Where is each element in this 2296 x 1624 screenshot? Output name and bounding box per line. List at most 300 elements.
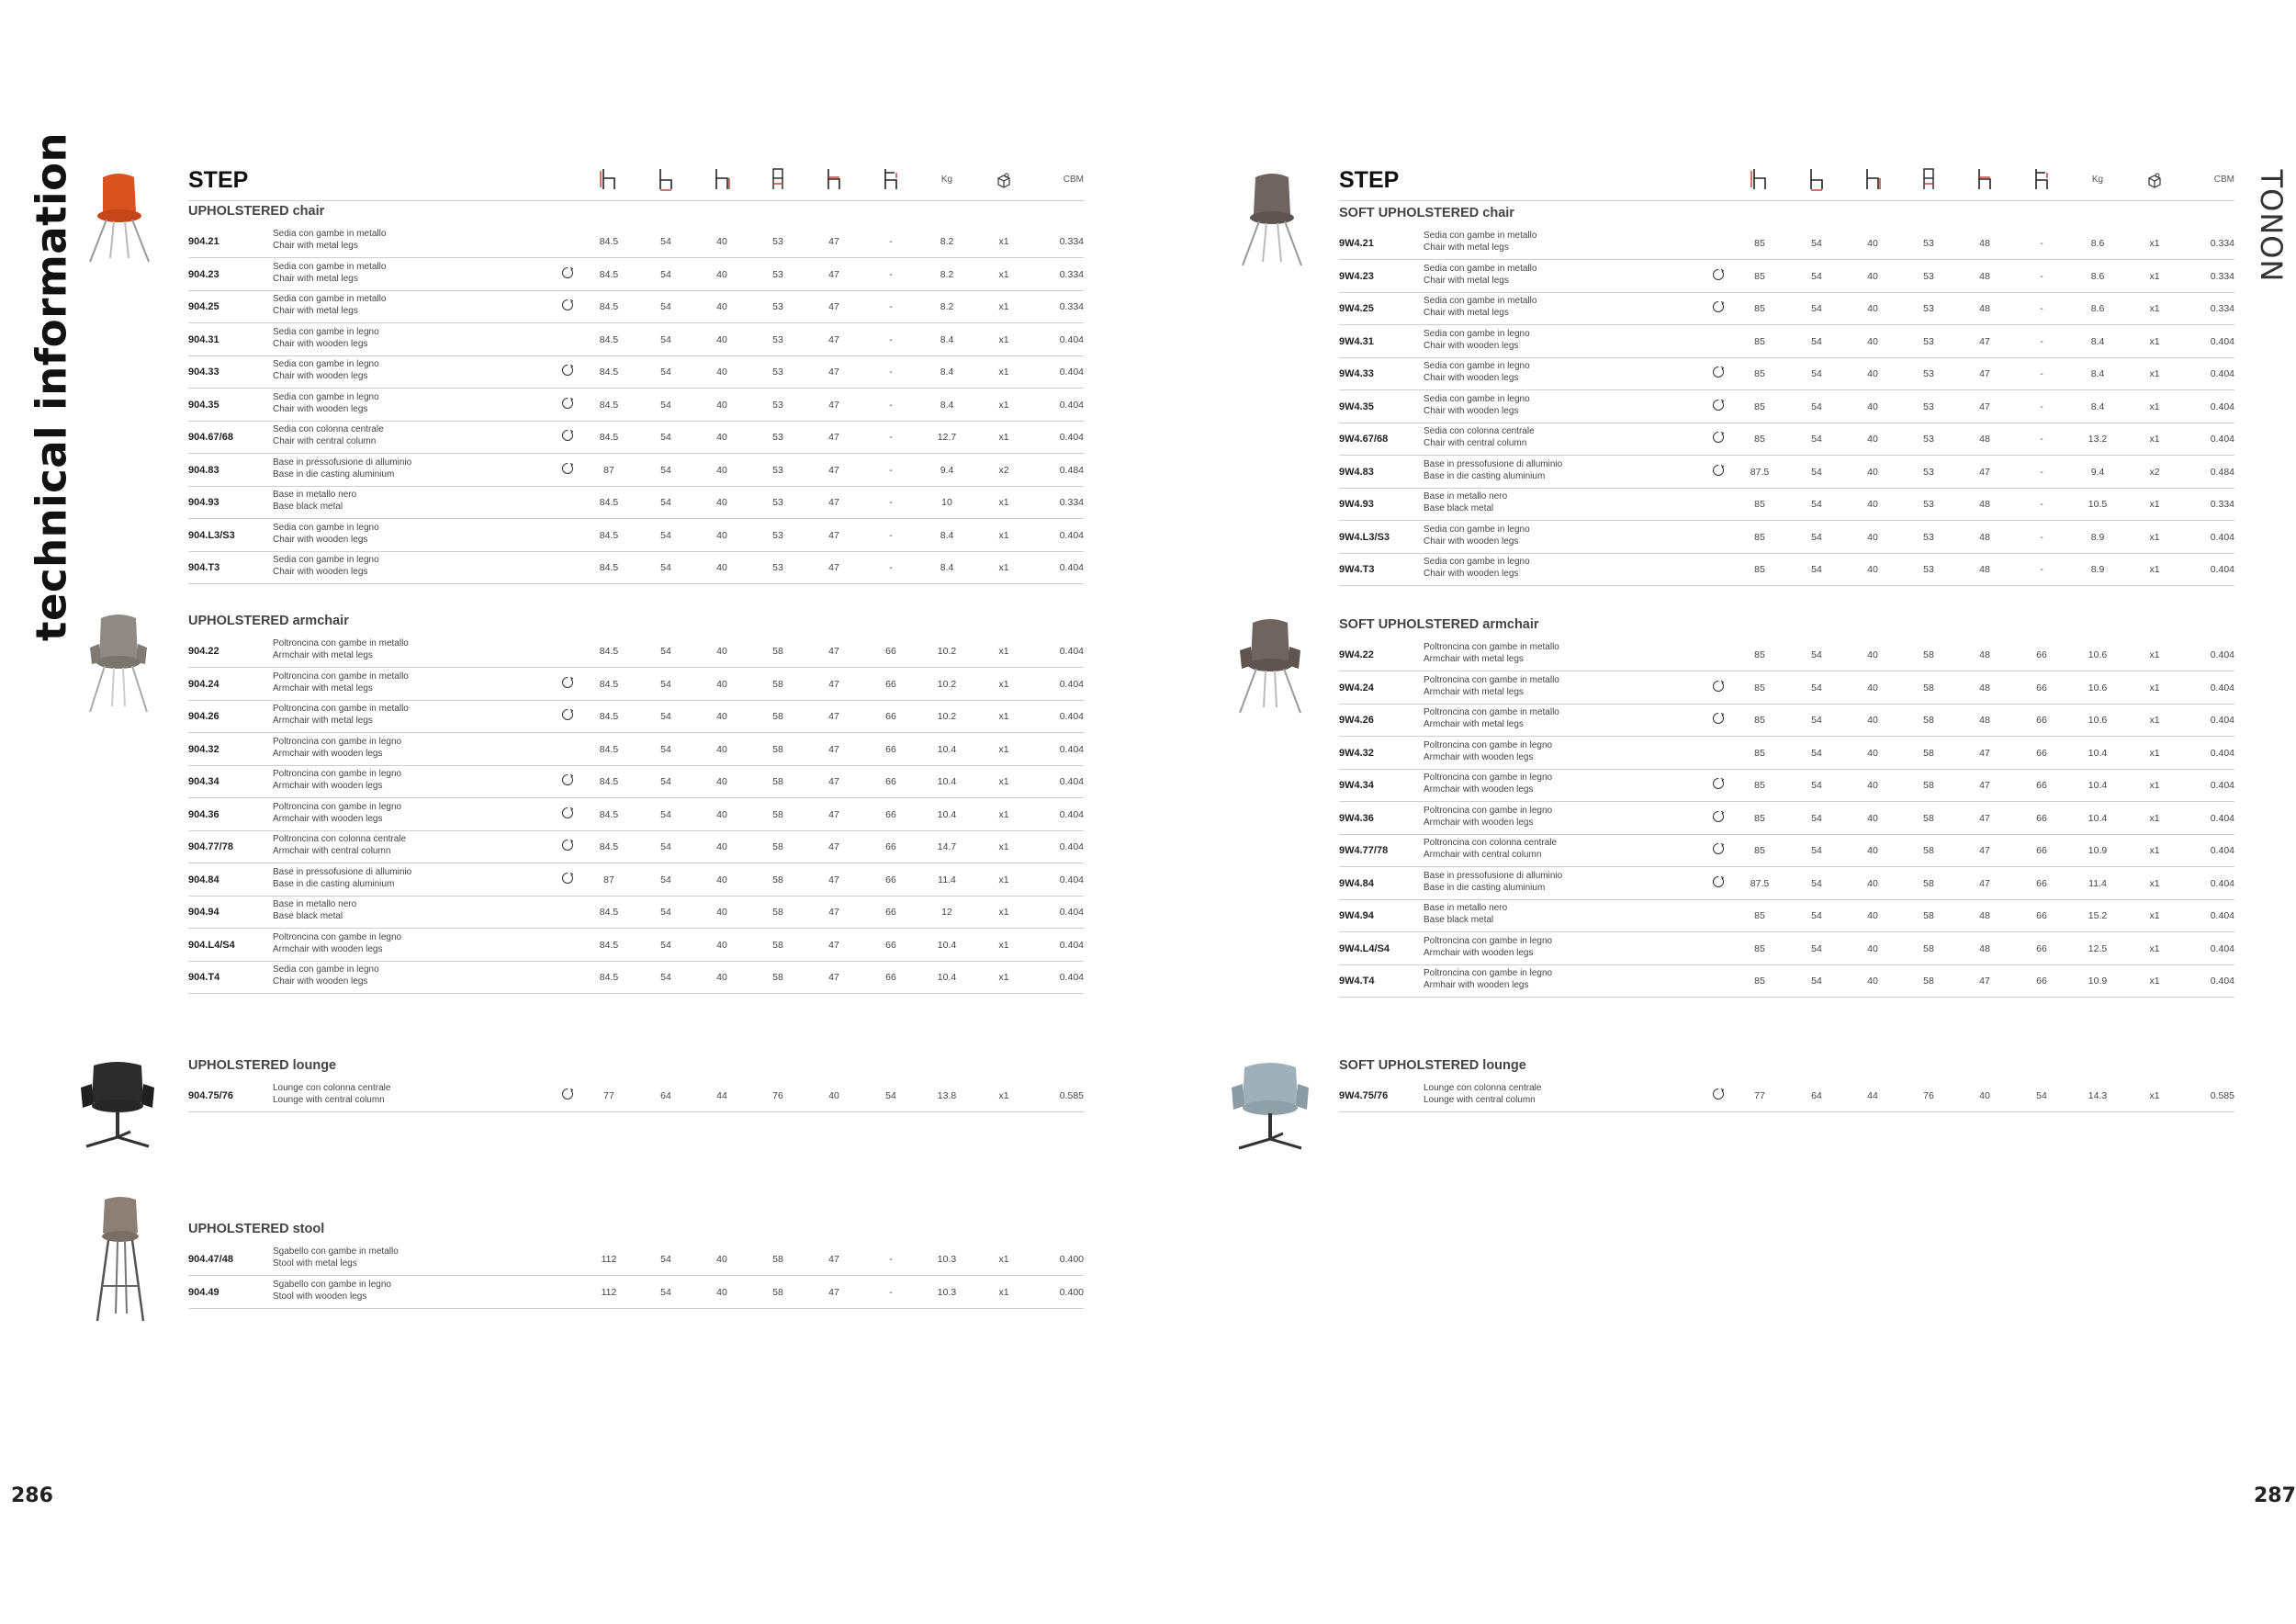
dimension-w: 54 <box>660 907 671 918</box>
description-english: Base black metal <box>1424 503 1494 513</box>
swivel-icon <box>1712 268 1725 281</box>
dimension-h: 85 <box>1754 845 1765 856</box>
product-code: 904.94 <box>188 907 219 918</box>
dimension-sw: 47 <box>828 841 839 852</box>
product-description <box>1424 556 1530 580</box>
dimension-sh: 40 <box>716 678 727 690</box>
dimension-ah: 66 <box>2036 649 2047 660</box>
table-row <box>188 829 1084 863</box>
dimension-sh: 40 <box>1867 368 1878 379</box>
dimension-sh: 40 <box>1867 335 1878 347</box>
left-page-table <box>188 0 1107 1624</box>
dimension-sh: 40 <box>716 907 727 918</box>
product-code: 904.84 <box>188 874 219 885</box>
description-italian: Sedia con gambe in metallo <box>1424 296 1537 306</box>
product-code: 9W4.32 <box>1339 747 1374 759</box>
dimension-ah: 66 <box>2036 715 2047 726</box>
description-italian: Sedia con gambe in legno <box>273 326 379 337</box>
cbm-value: 0.404 <box>2210 747 2234 759</box>
description-english: Chair with metal legs <box>1424 242 1509 253</box>
description-italian: Sedia con gambe in legno <box>273 964 379 975</box>
pieces-per-pack: x1 <box>2149 812 2160 824</box>
dimension-sw: 47 <box>1979 368 1990 379</box>
swivel-icon <box>561 839 574 851</box>
dimension-w: 54 <box>660 939 671 951</box>
product-code: 9W4.75/76 <box>1339 1090 1389 1101</box>
product-description <box>273 423 384 447</box>
table-row <box>1339 671 2234 705</box>
section-title: SOFT UPHOLSTERED armchair <box>1339 617 1539 632</box>
cbm-value: 0.404 <box>2210 812 2234 824</box>
cbm-value: 0.404 <box>1059 399 1084 411</box>
dimension-w: 54 <box>1811 564 1822 575</box>
dimension-sw: 48 <box>1979 238 1990 249</box>
table-row <box>1339 356 2234 390</box>
dimension-w: 54 <box>660 333 671 345</box>
dimension-ah: 66 <box>885 743 896 755</box>
dimension-sw: 47 <box>1979 780 1990 791</box>
description-italian: Poltroncina con gambe in legno <box>273 736 402 747</box>
dimension-sh: 40 <box>1867 682 1878 694</box>
product-description <box>273 671 409 694</box>
dimension-sh: 40 <box>1867 400 1878 412</box>
dimension-sd: 53 <box>772 301 783 312</box>
dimension-sd: 53 <box>772 497 783 508</box>
dimension-ah: - <box>889 301 893 312</box>
cbm-value: 0.334 <box>2210 270 2234 282</box>
dimension-ah: 66 <box>885 808 896 820</box>
product-description <box>273 326 379 350</box>
pieces-per-pack: x1 <box>2149 564 2160 575</box>
cbm-value: 0.404 <box>1059 678 1084 690</box>
weight-kg: 10.4 <box>2088 747 2108 759</box>
table-row <box>1339 226 2234 260</box>
weight-kg: 8.4 <box>940 367 954 378</box>
dimension-sd: 53 <box>1923 564 1934 575</box>
table-row <box>188 863 1084 897</box>
pieces-per-pack: x1 <box>2149 303 2160 314</box>
dimension-sw: 48 <box>1979 499 1990 510</box>
dimension-w: 54 <box>1811 910 1822 921</box>
swivel-icon <box>1712 777 1725 790</box>
product-code: 9W4.94 <box>1339 910 1374 921</box>
product-code: 9W4.35 <box>1339 400 1374 412</box>
dimension-ah: - <box>889 464 893 476</box>
weight-kg: 10.3 <box>937 1286 957 1298</box>
dimension-w: 54 <box>660 711 671 722</box>
section-title: UPHOLSTERED lounge <box>188 1058 337 1073</box>
dimension-w: 54 <box>1811 649 1822 660</box>
description-italian: Sgabello con gambe in metallo <box>273 1246 399 1257</box>
product-code: 9W4.34 <box>1339 780 1374 791</box>
dimension-w: 54 <box>1811 747 1822 759</box>
product-code: 904.93 <box>188 497 219 508</box>
description-english: Armchair with wooden legs <box>1424 784 1534 795</box>
product-code: 904.67/68 <box>188 432 233 443</box>
product-description <box>273 637 409 661</box>
dimension-sw: 47 <box>828 497 839 508</box>
weight-kg: 10.6 <box>2088 649 2108 660</box>
description-english: Armchair with wooden legs <box>273 748 383 759</box>
dimension-ah: 66 <box>885 841 896 852</box>
dimension-h: 84.5 <box>599 367 619 378</box>
weight-kg: 10.4 <box>2088 812 2108 824</box>
dimension-sd: 58 <box>772 841 783 852</box>
dimension-sw: 47 <box>828 646 839 657</box>
dimension-w: 54 <box>660 1286 671 1298</box>
description-english: Base in die casting aluminium <box>1424 470 1546 481</box>
dimension-h: 77 <box>1754 1090 1765 1101</box>
description-italian: Poltroncina con colonna centrale <box>1424 838 1558 848</box>
cbm-value: 0.404 <box>1059 562 1084 573</box>
product-description <box>273 554 379 578</box>
dimension-sd: 53 <box>772 562 783 573</box>
product-code: 9W4.84 <box>1339 877 1374 889</box>
dimension-sd: 53 <box>772 529 783 541</box>
seat-width-icon <box>825 167 843 193</box>
table-row <box>188 634 1084 668</box>
dimension-h: 84.5 <box>599 939 619 951</box>
description-italian: Poltroncina con gambe in legno <box>273 931 402 942</box>
depth-icon <box>657 167 675 193</box>
description-english: Armchair with central column <box>273 846 391 856</box>
pieces-per-pack: x1 <box>2149 400 2160 412</box>
dimension-sw: 48 <box>1979 303 1990 314</box>
weight-kg: 8.4 <box>940 529 954 541</box>
dimension-h: 85 <box>1754 564 1765 575</box>
description-english: Stool with metal legs <box>273 1258 357 1269</box>
product-code: 904.T4 <box>188 972 220 983</box>
swivel-icon <box>561 397 574 410</box>
product-description <box>1424 295 1536 319</box>
cbm-value: 0.404 <box>1059 529 1084 541</box>
dimension-ah: - <box>2040 434 2043 445</box>
weight-kg: 10.9 <box>2088 845 2108 856</box>
cbm-value: 0.404 <box>1059 333 1084 345</box>
dimension-ah: - <box>2040 564 2043 575</box>
description-italian: Poltroncina con colonna centrale <box>273 834 407 844</box>
dimension-sd: 58 <box>772 808 783 820</box>
pieces-per-pack: x1 <box>2149 499 2160 510</box>
dimension-sw: 48 <box>1979 531 1990 543</box>
weight-kg: 8.4 <box>940 333 954 345</box>
dimension-ah: - <box>2040 303 2043 314</box>
description-italian: Poltroncina con gambe in metallo <box>273 638 409 648</box>
description-english: Lounge with central column <box>1424 1095 1536 1105</box>
dimension-sd: 53 <box>772 464 783 476</box>
dimension-ah: 66 <box>2036 812 2047 824</box>
product-description <box>273 457 411 480</box>
description-english: Armhair with wooden legs <box>1424 980 1529 990</box>
dimension-sd: 58 <box>772 939 783 951</box>
dimension-h: 85 <box>1754 499 1765 510</box>
product-photo-chair <box>83 170 156 266</box>
swivel-icon <box>1712 399 1725 412</box>
dimension-sd: 53 <box>1923 368 1934 379</box>
dimension-h: 84.5 <box>599 808 619 820</box>
dimension-sh: 40 <box>716 972 727 983</box>
dimension-w: 54 <box>660 972 671 983</box>
dimension-sw: 47 <box>828 1286 839 1298</box>
product-code: 904.49 <box>188 1286 219 1298</box>
table-row <box>188 257 1084 291</box>
cbm-value: 0.404 <box>1059 646 1084 657</box>
product-code: 904.21 <box>188 236 219 247</box>
table-row <box>1339 259 2234 293</box>
dimension-sh: 40 <box>716 236 727 247</box>
cbm-value: 0.404 <box>1059 874 1084 885</box>
product-code: 9W4.25 <box>1339 303 1374 314</box>
dimension-h: 77 <box>603 1090 614 1101</box>
section-title: UPHOLSTERED chair <box>188 204 325 219</box>
table-row <box>188 355 1084 389</box>
table-row <box>188 699 1084 733</box>
cbm-value: 0.400 <box>1059 1254 1084 1265</box>
product-code: 904.26 <box>188 711 219 722</box>
dimension-sd: 58 <box>1923 715 1934 726</box>
description-english: Armchair with wooden legs <box>273 943 383 954</box>
dimension-sh: 40 <box>1867 942 1878 954</box>
dimension-sh: 40 <box>716 711 727 722</box>
dimension-h: 84.5 <box>599 776 619 787</box>
dimension-ah: 66 <box>2036 942 2047 954</box>
dimension-ah: - <box>889 367 893 378</box>
description-italian: Sedia con gambe in legno <box>1424 524 1530 535</box>
product-code: 904.T3 <box>188 562 220 573</box>
dimension-h: 112 <box>601 1286 617 1298</box>
dimension-w: 54 <box>1811 270 1822 282</box>
product-description <box>1424 935 1552 959</box>
product-description <box>1424 458 1562 482</box>
pieces-per-pack: x1 <box>998 808 1009 820</box>
description-english: Stool with wooden legs <box>273 1291 367 1302</box>
product-description <box>1424 328 1530 352</box>
description-english: Chair with wooden legs <box>1424 536 1519 547</box>
dimension-w: 54 <box>1811 499 1822 510</box>
product-description <box>1424 360 1530 384</box>
table-row <box>1339 324 2234 358</box>
dimension-ah: 66 <box>2036 976 2047 987</box>
table-header <box>1339 167 2234 201</box>
dimension-w: 54 <box>660 1254 671 1265</box>
weight-kg: 12.5 <box>2088 942 2108 954</box>
table-row <box>1339 736 2234 770</box>
cbm-value: 0.404 <box>2210 564 2234 575</box>
dimension-sd: 53 <box>1923 238 1934 249</box>
description-italian: Poltroncina con gambe in legno <box>1424 935 1553 946</box>
weight-kg: 8.2 <box>940 301 954 312</box>
pieces-per-pack: x1 <box>998 972 1009 983</box>
dimension-ah: 66 <box>2036 682 2047 694</box>
weight-kg: 11.4 <box>938 874 956 885</box>
cbm-value: 0.404 <box>2210 910 2234 921</box>
product-code: 904.36 <box>188 808 219 820</box>
cbm-value: 0.404 <box>1059 972 1084 983</box>
table-row <box>188 322 1084 356</box>
pieces-per-pack: x1 <box>2149 335 2160 347</box>
product-description <box>1424 967 1552 991</box>
dimension-sh: 40 <box>716 464 727 476</box>
dimension-ah: 66 <box>2036 910 2047 921</box>
cbm-value: 0.404 <box>2210 649 2234 660</box>
dimension-sd: 53 <box>1923 270 1934 282</box>
dimension-w: 54 <box>1811 682 1822 694</box>
description-english: Base in die casting aluminium <box>273 468 395 479</box>
weight-kg: 13.2 <box>2088 434 2108 445</box>
dimension-ah: - <box>2040 335 2043 347</box>
product-description <box>1424 902 1507 926</box>
pieces-per-pack: x1 <box>998 1090 1009 1101</box>
pieces-per-pack: x1 <box>998 399 1009 411</box>
dimension-sd: 58 <box>772 1254 783 1265</box>
dimension-sd: 58 <box>1923 976 1934 987</box>
weight-kg: 10.6 <box>2088 715 2108 726</box>
dimension-sw: 48 <box>1979 682 1990 694</box>
table-row <box>188 224 1084 258</box>
description-italian: Sgabello con gambe in legno <box>273 1279 391 1290</box>
swivel-icon <box>1712 300 1725 313</box>
dimension-w: 54 <box>660 464 671 476</box>
dimension-h: 112 <box>601 1254 617 1265</box>
table-row <box>188 518 1084 552</box>
description-italian: Sedia con gambe in legno <box>1424 328 1530 339</box>
description-english: Armchair with wooden legs <box>273 781 383 791</box>
product-description <box>273 1246 399 1269</box>
description-english: Armchair with wooden legs <box>1424 751 1534 762</box>
product-description <box>273 736 401 760</box>
dimension-ah: 66 <box>885 939 896 951</box>
dimension-sw: 47 <box>828 776 839 787</box>
pieces-per-pack: x1 <box>2149 747 2160 759</box>
product-description <box>1424 641 1559 665</box>
cbm-value: 0.404 <box>1059 432 1084 443</box>
pieces-per-pack: x1 <box>2149 715 2160 726</box>
cbm-value: 0.334 <box>1059 268 1084 280</box>
product-code: 904.35 <box>188 399 219 411</box>
dimension-ah: - <box>2040 466 2043 478</box>
description-english: Base black metal <box>273 502 343 512</box>
cbm-value: 0.404 <box>2210 976 2234 987</box>
description-italian: Sedia con gambe in legno <box>1424 557 1530 567</box>
cbm-value: 0.404 <box>2210 845 2234 856</box>
table-row <box>1339 964 2234 998</box>
dimension-w: 54 <box>660 841 671 852</box>
dimension-sw: 47 <box>828 874 839 885</box>
table-row <box>188 1242 1084 1276</box>
description-italian: Base in metallo nero <box>1424 491 1508 502</box>
cbm-value: 0.334 <box>1059 497 1084 508</box>
dimension-sw: 47 <box>1979 976 1990 987</box>
dimension-sh: 40 <box>1867 434 1878 445</box>
dimension-w: 54 <box>1811 715 1822 726</box>
description-italian: Sedia con gambe in metallo <box>273 229 387 239</box>
description-english: Armchair with metal legs <box>1424 686 1524 697</box>
dimension-w: 54 <box>1811 877 1822 889</box>
weight-kg: 11.4 <box>2088 877 2107 889</box>
dimension-sh: 40 <box>716 646 727 657</box>
dimension-h: 85 <box>1754 368 1765 379</box>
table-row <box>188 1275 1084 1309</box>
product-code: 9W4.67/68 <box>1339 434 1389 445</box>
seat-height-icon <box>713 167 731 193</box>
dimension-w: 54 <box>1811 434 1822 445</box>
pieces-per-pack: x2 <box>2149 466 2160 478</box>
dimension-sw: 47 <box>828 972 839 983</box>
cbm-value: 0.334 <box>2210 303 2234 314</box>
product-photo-soft-lounge <box>1226 1056 1314 1156</box>
description-english: Armchair with metal legs <box>1424 719 1524 729</box>
dimension-sd: 53 <box>772 333 783 345</box>
dimension-w: 54 <box>1811 845 1822 856</box>
swivel-icon <box>561 462 574 475</box>
depth-icon <box>1807 167 1826 193</box>
dimension-ah: 66 <box>885 874 896 885</box>
side-title-text: technical information <box>27 131 76 642</box>
weight-kg: 8.4 <box>940 562 954 573</box>
pieces-per-pack: x1 <box>998 646 1009 657</box>
dimension-sd: 53 <box>1923 466 1934 478</box>
description-italian: Lounge con colonna centrale <box>1424 1083 1542 1093</box>
dimension-h: 85 <box>1754 434 1765 445</box>
cbm-value: 0.334 <box>2210 499 2234 510</box>
dimension-w: 54 <box>660 874 671 885</box>
weight-kg: 8.9 <box>2090 531 2105 543</box>
dimension-ah: - <box>889 236 893 247</box>
swivel-icon <box>561 806 574 819</box>
section-title: UPHOLSTERED stool <box>188 1222 325 1236</box>
table-row <box>1339 931 2234 965</box>
dimension-ah: 66 <box>885 776 896 787</box>
dimension-sd: 58 <box>1923 910 1934 921</box>
cbm-value: 0.404 <box>2210 715 2234 726</box>
product-description <box>1424 263 1536 287</box>
dimension-h: 84.5 <box>599 743 619 755</box>
weight-kg: 12.7 <box>937 432 957 443</box>
dimension-sh: 40 <box>716 743 727 755</box>
cbm-value: 0.585 <box>2210 1090 2234 1101</box>
dimension-w: 64 <box>660 1090 671 1101</box>
product-description <box>273 228 386 252</box>
dimension-ah: - <box>889 529 893 541</box>
dimension-w: 54 <box>1811 976 1822 987</box>
description-italian: Poltroncina con gambe in legno <box>1424 739 1553 750</box>
description-italian: Sedia con gambe in legno <box>1424 361 1530 371</box>
dimension-sw: 47 <box>828 907 839 918</box>
table-header <box>188 167 1084 201</box>
dimension-sh: 40 <box>716 333 727 345</box>
dimension-sw: 47 <box>828 529 839 541</box>
description-english: Armchair with metal legs <box>273 650 373 660</box>
dimension-sw: 48 <box>1979 910 1990 921</box>
description-english: Chair with wooden legs <box>1424 405 1519 416</box>
dimension-w: 54 <box>1811 531 1822 543</box>
product-description <box>273 293 386 317</box>
swivel-icon <box>1712 842 1725 855</box>
dimension-sw: 47 <box>828 333 839 345</box>
table-row <box>188 667 1084 701</box>
description-english: Chair with wooden legs <box>273 338 368 349</box>
cbm-value: 0.404 <box>1059 939 1084 951</box>
dimension-sw: 47 <box>828 268 839 280</box>
product-code: 9W4.83 <box>1339 466 1374 478</box>
description-italian: Sedia con gambe in legno <box>273 522 379 533</box>
cbm-value: 0.404 <box>2210 877 2234 889</box>
table-row <box>1339 801 2234 835</box>
weight-kg: 13.8 <box>937 1090 957 1101</box>
product-description <box>273 391 379 415</box>
dimension-w: 54 <box>660 367 671 378</box>
swivel-icon <box>561 266 574 279</box>
